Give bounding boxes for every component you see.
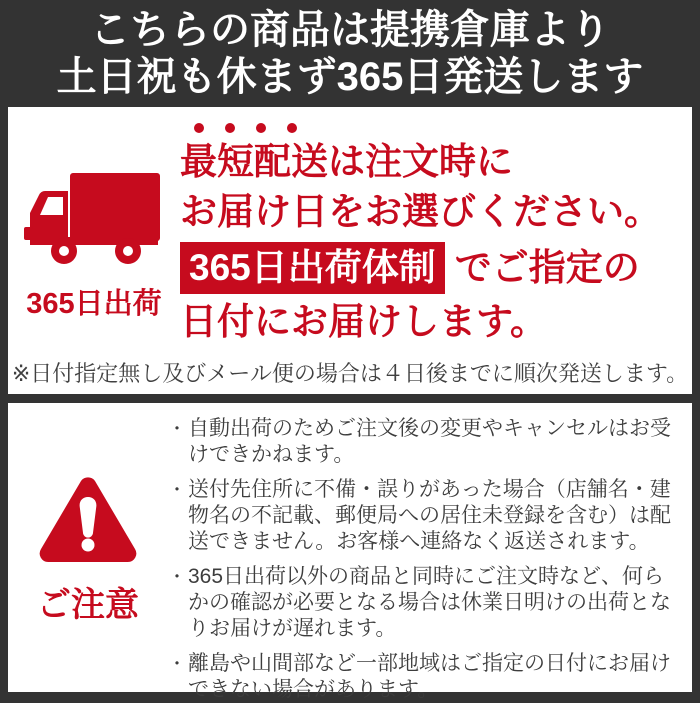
truck-icon bbox=[24, 171, 164, 271]
highlight-badge: 365日出荷体制 bbox=[180, 242, 445, 294]
caution-bullet-text: 離島や山間部など一部地域はご指定の日付にお届けできない場合があります。 bbox=[188, 652, 671, 701]
emphasis-dot-icon bbox=[225, 123, 235, 133]
caution-panel bbox=[8, 403, 692, 701]
shipping-icon-column bbox=[8, 107, 180, 394]
emphasis-dot-icons bbox=[194, 123, 692, 135]
caution-label: ご注意 bbox=[37, 586, 139, 624]
bullet-marker: ・ bbox=[168, 654, 186, 674]
top-banner bbox=[0, 0, 700, 107]
caution-bullet-item bbox=[168, 477, 684, 555]
shipping-text-column bbox=[180, 107, 692, 347]
shipping-heading-line2: お届け日をお選びください。 bbox=[180, 191, 661, 232]
shipping-note: ※日付指定無し及びメール便の場合は４日後までに順次発送します。 bbox=[11, 361, 689, 386]
shipping-panel bbox=[8, 107, 692, 394]
shipping-heading-line1: 最短配送は注文時に bbox=[180, 141, 513, 182]
caution-bullet-text: 送付先住所に不備・誤りがあった場合（店舗名・建物名の不記載、郵便局への居住未登録を含む）は配送できません。お客様へ連絡なく返送されます。 bbox=[188, 478, 671, 553]
emphasis-dot-icon bbox=[287, 123, 297, 133]
caution-bullet-item bbox=[168, 416, 684, 468]
bullet-marker: ・ bbox=[168, 480, 186, 500]
caution-bullet-item bbox=[168, 651, 684, 703]
caution-icon-column bbox=[8, 403, 168, 692]
shipping-heading-line4: 日付にお届けします。 bbox=[180, 301, 548, 342]
shipping-heading-line3 bbox=[180, 242, 692, 294]
emphasis-dot-icon bbox=[256, 123, 266, 133]
caution-bullet-list bbox=[168, 403, 692, 701]
caution-bullet-text: 自動出荷のためご注文後の変更やキャンセルはお受けできかねます。 bbox=[188, 417, 671, 466]
highlight-suffix: でご指定の bbox=[454, 247, 640, 288]
bullet-marker: ・ bbox=[168, 419, 186, 439]
warning-triangle-icon bbox=[36, 473, 140, 569]
emphasis-dot-icon bbox=[194, 123, 204, 133]
caution-bullet-text: 365日出荷以外の商品と同時にご注文時など、何らかの確認が必要となる場合は休業日明けの出荷となりお届けが遅れます。 bbox=[188, 565, 671, 640]
caution-bullet-item bbox=[168, 564, 684, 642]
bullet-marker: ・ bbox=[168, 567, 186, 587]
top-banner-line1: こちらの商品は提携倉庫より bbox=[90, 7, 610, 52]
truck-label: 365日出荷 bbox=[26, 288, 162, 320]
top-banner-line2: 土日祝も休まず365日発送します bbox=[56, 54, 644, 99]
